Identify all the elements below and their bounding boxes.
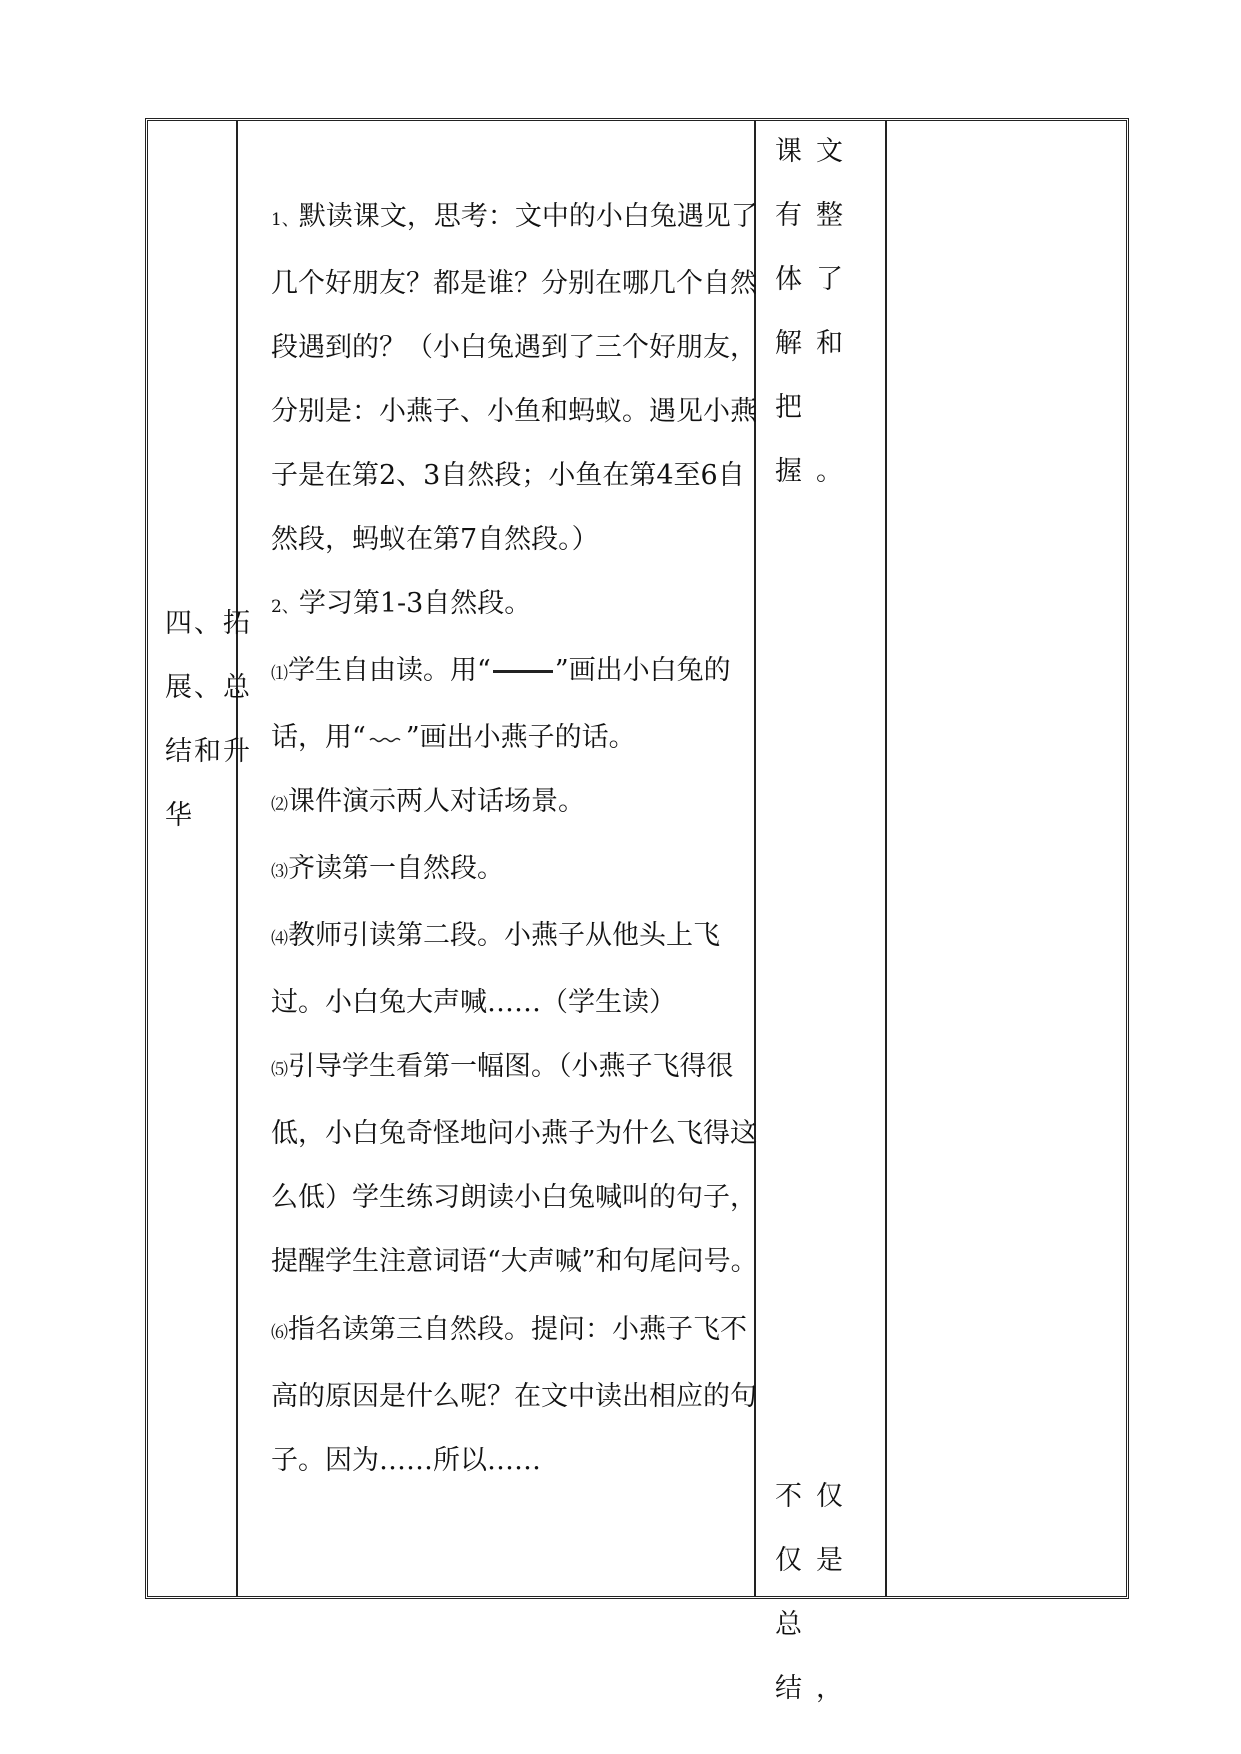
last-column-cell [895,120,1125,147]
item-2 [271,572,761,639]
sub-item-2-text: 课件演示两人对话场景。 [288,786,585,817]
note-bottom-cell [775,1438,895,1748]
sub-item-3-text: 齐读第一自然段。 [288,853,504,884]
sub-item-5-text: 引导学生看第一幅图。（小燕子飞得很低，小白兔奇怪地问小燕子为什么飞得这么低）学生练习朗读小白兔喊叫的句子，提醒学生注意词语“大声喊”和句尾问号。 [271,1051,758,1277]
sub-item-1-number: ⑴ [271,664,288,684]
stage-label: 四、拓展、总结和升华 [165,608,252,831]
item-2-number: 2、 [271,597,299,617]
sub-item-6-text: 指名读第三自然段。提问：小燕子飞不高的原因是什么呢？在文中读出相应的句子。因为……所以…… [271,1314,757,1476]
sub-item-2 [271,770,761,837]
item-1-text: 默读课文，思考：文中的小白兔遇见了几个好朋友？都是谁？分别在哪几个自然段遇到的？（小白兔遇到了三个好朋友，分别是：小燕子、小鱼和蚂蚁。遇见小燕子是在第2、3自然段；小鱼在第4至6自然段，蚂蚁在第7自然段。） [271,201,758,555]
sub-item-3 [271,837,761,904]
item-1-number: 1、 [271,210,299,230]
sub-item-6-number: ⑹ [271,1323,288,1343]
item-1 [271,185,761,572]
sub-item-1 [271,639,761,770]
sub-item-3-number: ⑶ [271,862,288,882]
sub-item-2-number: ⑵ [271,795,288,815]
note-bottom: 不仅仅是总结， [775,1481,857,1704]
straight-underline-mark [493,640,553,673]
item-2-text: 学习第1-3自然段。 [298,588,532,619]
sub-item-4 [271,904,761,1035]
sub-item-4-number: ⑷ [271,929,288,949]
sub-item-1-text-b: ”画出小白兔的话，用“ [271,655,731,753]
note-top: 课文有整体了解和把握。 [775,136,857,487]
sub-item-4-text: 教师引读第二段。小燕子从他头上飞过。小白兔大声喊……（学生读） [271,920,720,1018]
content-cell [271,185,761,1493]
sub-item-5-number: ⑸ [271,1060,288,1080]
sub-item-5 [271,1035,761,1294]
wavy-underline-mark [368,714,404,744]
sub-item-1-text-a: 学生自由读。用“ [288,655,491,686]
sub-item-6 [271,1298,761,1493]
column-divider [236,121,238,1596]
sub-item-1-text-c: ”画出小燕子的话。 [405,722,636,753]
note-top-cell [775,120,895,504]
stage-cell [165,592,255,848]
